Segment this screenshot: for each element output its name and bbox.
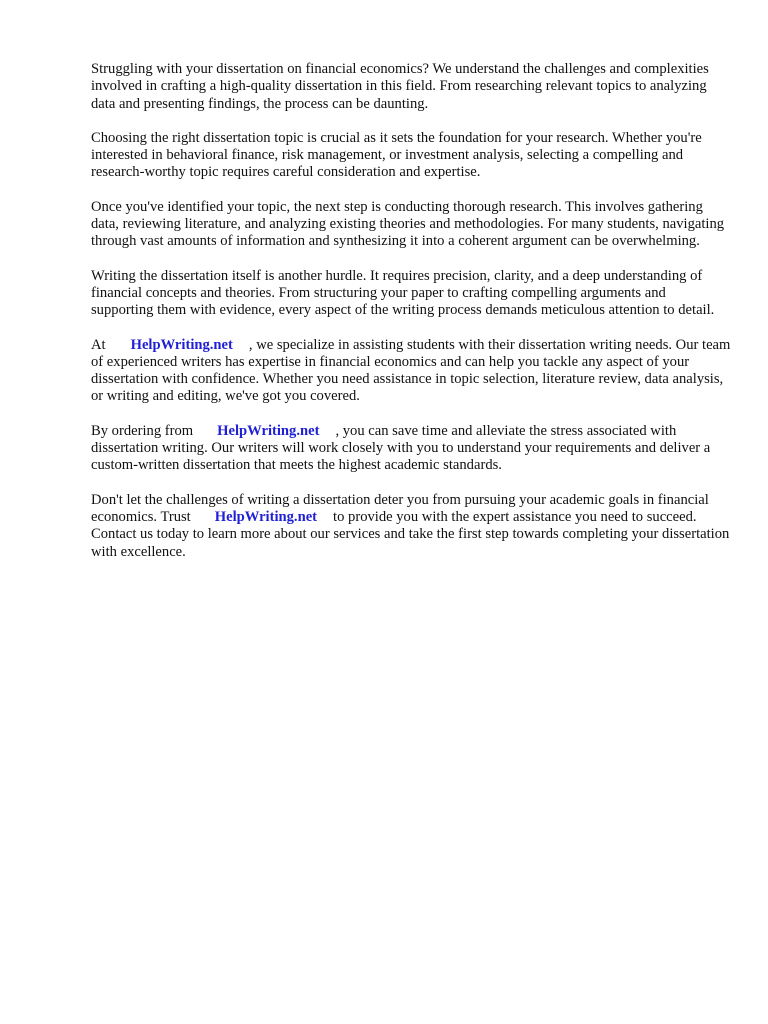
helpwriting-link-3[interactable]: HelpWriting.net	[214, 508, 318, 525]
helpwriting-link-1[interactable]: HelpWriting.net	[130, 336, 233, 353]
paragraph-ordering-lead: By ordering from	[91, 422, 194, 439]
paragraph-service-rest: , we specialize in assisting students with their dissertation writing needs. Our team of experienced writers has expertise in financial economics and can help you tackle any aspect of your dissertation with confidence. Whether you need assistance in topic selection, literature review, data analysis, or writing and editing, we've got you covered.	[91, 336, 731, 405]
helpwriting-link-2[interactable]: HelpWriting.net	[217, 422, 320, 439]
paragraph-closing-lead: Don't let the challenges of writing a dissertation deter you from pursuing your academic goals in financial economics. Trust	[91, 491, 709, 525]
paragraph-closing	[91, 492, 731, 561]
paragraph-topic: Choosing the right dissertation topic is crucial as it sets the foundation for your research. Whether you're interested in behavioral finance, risk management, or investment analysis, selecting a compelling and research-worthy topic requires careful consideration and expertise.	[91, 129, 702, 181]
document-body	[91, 61, 731, 578]
paragraph-service-lead: At	[91, 336, 106, 353]
paragraph-closing-rest: to provide you with the expert assistance you need to succeed. Contact us today to learn more about our services and take the first step towards completing your dissertation with excellence.	[91, 508, 730, 560]
paragraph-ordering	[91, 423, 731, 475]
paragraph-service	[91, 337, 731, 406]
paragraph-ordering-rest: , you can save time and alleviate the stress associated with dissertation writing. Our writers will work closely with you to understand your requirements and deliver a custom-written dissertation that meets the highest academic standards.	[91, 422, 711, 474]
paragraph-intro: Struggling with your dissertation on financial economics? We understand the challenges and complexities involved in crafting a high-quality dissertation in this field. From researching relevant topics to analyzing data and presenting findings, the process can be daunting.	[91, 61, 709, 112]
paragraph-research: Once you've identified your topic, the next step is conducting thorough research. This involves gathering data, reviewing literature, and analyzing existing theories and methodologies. For many students, navigating through vast amounts of information and synthesizing it into a coherent argument can be overwhelming.	[91, 198, 725, 250]
paragraph-writing: Writing the dissertation itself is another hurdle. It requires precision, clarity, and a deep understanding of financial concepts and theories. From structuring your paper to crafting compelling arguments and supporting them with evidence, every aspect of the writing process demands meticulous attention to detail.	[91, 267, 715, 319]
